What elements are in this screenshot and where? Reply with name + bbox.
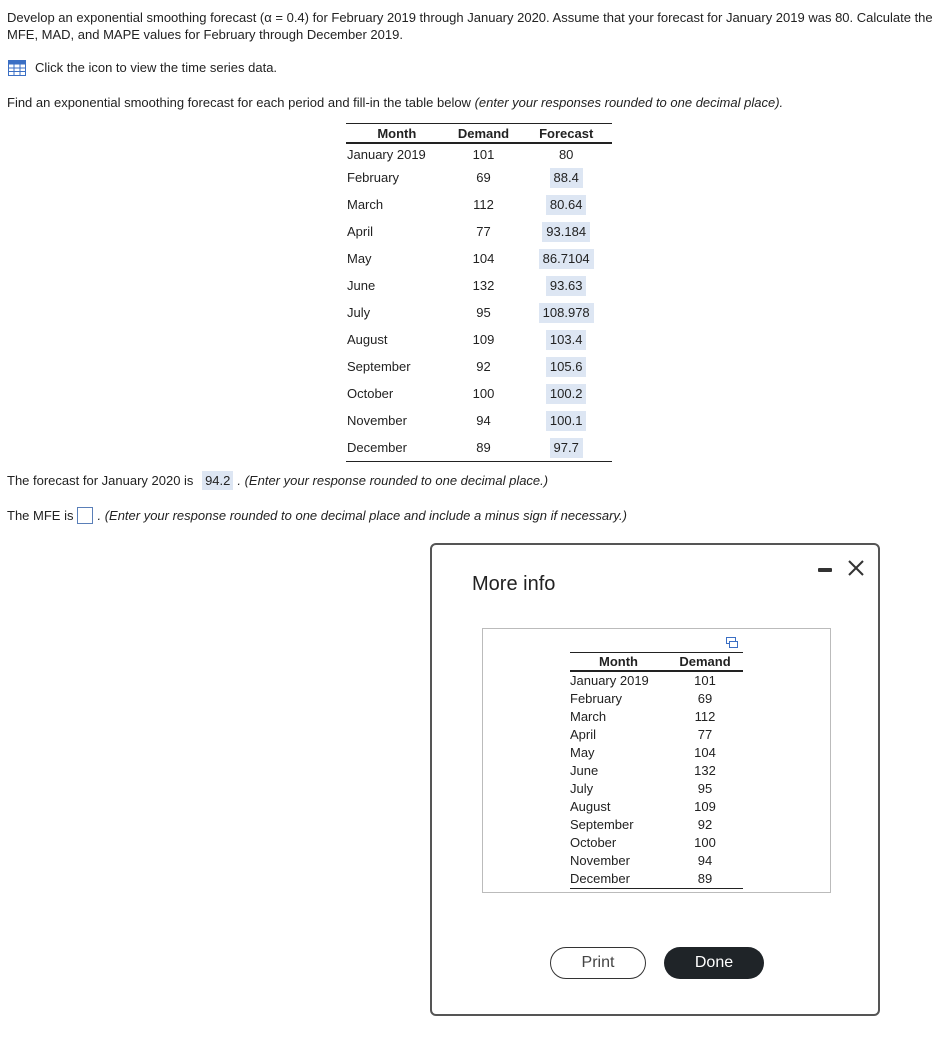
mfe-question xyxy=(7,507,627,524)
minimize-icon[interactable] xyxy=(818,568,832,572)
month-cell: August xyxy=(347,332,388,347)
table-row xyxy=(346,326,612,353)
month-cell: October xyxy=(347,386,394,401)
month-cell: June xyxy=(570,763,599,778)
header-demand: Demand xyxy=(447,124,521,144)
demand-cell: 100 xyxy=(472,386,495,401)
forecast-answer-input[interactable]: 97.7 xyxy=(550,438,583,458)
table-row xyxy=(570,870,743,889)
jan2020-question xyxy=(7,472,548,489)
close-icon[interactable] xyxy=(845,557,867,579)
table-row xyxy=(570,726,743,744)
forecast-cell: 80 xyxy=(558,146,574,162)
table-row xyxy=(346,191,612,218)
more-info-dialog xyxy=(430,543,880,1016)
time-series-header xyxy=(570,653,743,672)
mfe-note: . (Enter your response rounded to one decimal place and include a minus sign if necessary.) xyxy=(97,508,627,523)
demand-cell: 77 xyxy=(697,727,713,742)
month-cell: March xyxy=(570,709,607,724)
table-row xyxy=(346,299,612,326)
month-cell: November xyxy=(347,413,407,428)
demand-cell: 69 xyxy=(697,691,713,706)
forecast-answer-input[interactable]: 105.6 xyxy=(546,357,587,377)
demand-cell: 92 xyxy=(697,817,713,832)
month-cell: September xyxy=(347,359,411,374)
prompt-italic: (enter your responses rounded to one decimal place). xyxy=(474,95,784,110)
table-row xyxy=(570,690,743,708)
month-cell: August xyxy=(570,799,611,814)
demand-cell: 104 xyxy=(694,745,716,760)
header-month: Month xyxy=(570,653,667,672)
month-cell: April xyxy=(347,224,374,239)
month-cell: April xyxy=(570,727,597,742)
table-row xyxy=(570,762,743,780)
demand-cell: 112 xyxy=(473,197,494,212)
demand-cell: 132 xyxy=(694,763,716,778)
demand-cell: 104 xyxy=(472,251,495,266)
month-cell: October xyxy=(570,835,617,850)
dialog-title: More info xyxy=(472,573,556,595)
demand-cell: 100 xyxy=(694,835,716,850)
mfe-label: The MFE is xyxy=(7,508,74,523)
forecast-answer-input[interactable]: 108.978 xyxy=(539,303,594,323)
header-month: Month xyxy=(346,124,447,144)
month-cell: May xyxy=(570,745,595,760)
month-cell: November xyxy=(570,853,630,868)
month-cell: September xyxy=(570,817,634,832)
demand-cell: 94 xyxy=(697,853,713,868)
table-row xyxy=(570,708,743,726)
print-button[interactable]: Print xyxy=(550,947,646,979)
demand-cell: 95 xyxy=(476,305,491,320)
table-row xyxy=(346,407,612,434)
demand-cell: 94 xyxy=(476,413,491,428)
month-cell: July xyxy=(347,305,371,320)
table-prompt xyxy=(7,94,783,111)
forecast-answer-input[interactable]: 103.4 xyxy=(546,330,587,350)
table-row xyxy=(346,353,612,380)
table-row xyxy=(346,380,612,407)
data-panel xyxy=(482,628,831,893)
table-icon[interactable] xyxy=(8,60,26,76)
forecast-answer-input[interactable]: 80.64 xyxy=(546,195,587,215)
month-cell: December xyxy=(346,434,447,462)
month-cell: January 2019 xyxy=(570,673,649,688)
done-button[interactable]: Done xyxy=(664,947,764,979)
data-link-row[interactable] xyxy=(8,59,277,76)
table-row xyxy=(346,272,612,299)
demand-cell: 89 xyxy=(447,434,521,462)
table-row xyxy=(346,218,612,245)
table-row xyxy=(570,798,743,816)
question-text: Develop an exponential smoothing forecast (α = 0.4) for February 2019 through January 2020. Assume that your forecast for January 2019 was 80. Calculate the MFE, MAD, and MAPE values for February through December 2019. xyxy=(7,10,933,42)
demand-cell: 77 xyxy=(476,224,491,239)
demand-cell: 112 xyxy=(694,709,716,724)
print-icon[interactable] xyxy=(726,637,738,648)
month-cell: February xyxy=(347,170,400,185)
table-row xyxy=(346,245,612,272)
table-row xyxy=(570,816,743,834)
mfe-answer-input[interactable] xyxy=(77,507,93,524)
demand-cell: 132 xyxy=(472,278,495,293)
jan2020-answer-input[interactable]: 94.2 xyxy=(202,471,233,490)
jan2020-label: The forecast for January 2020 is xyxy=(7,473,194,488)
table-row xyxy=(570,834,743,852)
table-row xyxy=(570,852,743,870)
table-row xyxy=(570,780,743,798)
table-row xyxy=(570,744,743,762)
forecast-table xyxy=(346,123,612,462)
table-row xyxy=(570,671,743,690)
month-cell: March xyxy=(347,197,384,212)
month-cell: July xyxy=(570,781,594,796)
table-row xyxy=(346,434,612,462)
forecast-answer-input[interactable]: 93.184 xyxy=(542,222,590,242)
jan2020-note: . (Enter your response rounded to one decimal place.) xyxy=(237,473,549,488)
demand-cell: 109 xyxy=(694,799,716,814)
forecast-answer-input[interactable]: 100.1 xyxy=(546,411,587,431)
month-cell: May xyxy=(347,251,372,266)
header-demand: Demand xyxy=(667,653,743,672)
prompt-main: Find an exponential smoothing forecast for each period and fill-in the table below xyxy=(7,95,475,110)
month-cell: June xyxy=(347,278,376,293)
forecast-answer-input[interactable]: 93.63 xyxy=(546,276,587,296)
demand-cell: 95 xyxy=(697,781,713,796)
data-link-text: Click the icon to view the time series data. xyxy=(35,60,278,75)
demand-cell: 92 xyxy=(476,359,491,374)
demand-cell: 89 xyxy=(667,870,743,889)
forecast-answer-input[interactable]: 86.7104 xyxy=(539,249,594,269)
month-cell: January 2019 xyxy=(347,146,426,162)
month-cell: February xyxy=(570,691,623,706)
month-cell: December xyxy=(570,870,667,889)
demand-cell: 69 xyxy=(476,170,491,185)
table-row xyxy=(346,143,612,164)
header-forecast: Forecast xyxy=(520,124,612,144)
forecast-answer-input[interactable]: 88.4 xyxy=(550,168,583,188)
table-row xyxy=(346,164,612,191)
demand-cell: 101 xyxy=(472,146,495,162)
forecast-table-header xyxy=(346,124,612,144)
time-series-table xyxy=(570,652,743,889)
demand-cell: 109 xyxy=(472,332,495,347)
forecast-answer-input[interactable]: 100.2 xyxy=(546,384,587,404)
demand-cell: 101 xyxy=(694,673,716,688)
